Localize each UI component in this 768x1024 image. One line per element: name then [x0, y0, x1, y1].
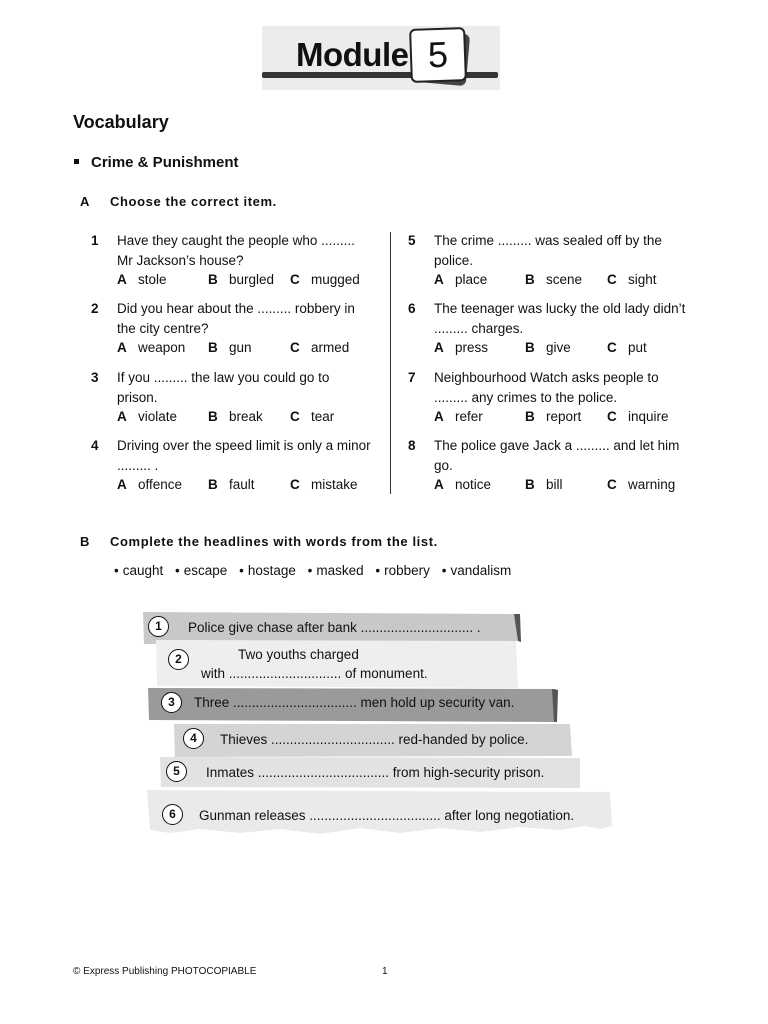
option-a[interactable]: A place	[434, 272, 488, 287]
question-number: 4	[91, 438, 99, 453]
word-list: • caught • escape • hostage • masked • robbery • vandalism	[114, 563, 512, 578]
headline-text: Police give chase after bank .............................. .	[188, 620, 481, 635]
question-text-line1: Neighbourhood Watch asks people to	[434, 370, 659, 385]
headline-number: 5	[166, 761, 187, 782]
option-b[interactable]: B bill	[525, 477, 563, 492]
option-c[interactable]: C sight	[607, 272, 657, 287]
question-text-line2: Mr Jackson’s house?	[117, 252, 244, 268]
word-item: caught	[122, 563, 164, 578]
module-number-badge: 5	[409, 27, 467, 83]
question-text-line2: ......... any crimes to the police.	[434, 389, 618, 405]
headline-text: Gunman releases ................................... after long negotiation.	[199, 808, 575, 823]
headline-number: 6	[162, 804, 183, 825]
module-title: Module	[296, 36, 409, 73]
word-item: escape	[183, 563, 228, 578]
option-b[interactable]: B give	[525, 340, 571, 355]
question-text-line2: police.	[434, 252, 474, 268]
question-number: 7	[408, 370, 416, 385]
headline-text: Three ................................. men hold up security van.	[194, 695, 515, 710]
question-text-line2: go.	[434, 457, 453, 473]
question-text-line2: ......... .	[117, 457, 159, 473]
question-number: 5	[408, 233, 416, 248]
option-a[interactable]: A notice	[434, 477, 492, 492]
headline-text: Thieves ................................. red-handed by police.	[220, 732, 529, 747]
footer-copyright: © Express Publishing PHOTOCOPIABLE	[73, 966, 257, 977]
option-c[interactable]: C mugged	[290, 272, 360, 287]
exercise-b-instruction: Complete the headlines with words from the list.	[110, 534, 438, 549]
option-a[interactable]: A stole	[117, 272, 167, 287]
headline-number: 4	[183, 728, 204, 749]
option-c[interactable]: C warning	[607, 477, 676, 492]
option-c[interactable]: C armed	[290, 340, 350, 355]
option-b[interactable]: B gun	[208, 340, 252, 355]
option-a[interactable]: A weapon	[117, 340, 186, 355]
exercise-a-letter: A	[80, 194, 90, 209]
exercise-a-instruction: Choose the correct item.	[110, 194, 277, 209]
question-text-line2: the city centre?	[117, 320, 209, 336]
question-text-line2: ......... charges.	[434, 320, 524, 336]
question-number: 1	[91, 233, 99, 248]
headline-text: Inmates ................................... from high-security prison.	[206, 765, 545, 780]
question-text-line1: If you ......... the law you could go to	[117, 370, 330, 385]
headline-number: 1	[148, 616, 169, 637]
question-text-line2: prison.	[117, 389, 158, 405]
option-b[interactable]: B fault	[208, 477, 255, 492]
option-c[interactable]: C put	[607, 340, 647, 355]
option-a[interactable]: A offence	[117, 477, 183, 492]
option-a[interactable]: A violate	[117, 409, 178, 424]
option-c[interactable]: C tear	[290, 409, 335, 424]
question-text-line1: The teenager was lucky the old lady didn’t	[434, 301, 686, 316]
headline-number: 2	[168, 649, 189, 670]
section-title: Vocabulary	[73, 112, 169, 132]
question-text-line1: The crime ......... was sealed off by the	[434, 233, 662, 248]
question-number: 3	[91, 370, 99, 385]
word-item: vandalism	[450, 563, 512, 578]
option-b[interactable]: B scene	[525, 272, 583, 287]
question-number: 2	[91, 301, 99, 316]
question-text-line1: The police gave Jack a ......... and let him	[434, 438, 680, 453]
word-item: robbery	[384, 563, 430, 578]
question-number: 6	[408, 301, 416, 316]
topic-label: Crime & Punishment	[91, 154, 239, 171]
option-b[interactable]: B burgled	[208, 272, 275, 287]
option-c[interactable]: C inquire	[607, 409, 669, 424]
question-text-line1: Driving over the speed limit is only a minor	[117, 438, 371, 453]
page-number: 1	[382, 966, 388, 977]
option-b[interactable]: B break	[208, 409, 263, 424]
option-c[interactable]: C mistake	[290, 477, 358, 492]
word-item: hostage	[247, 563, 296, 578]
question-number: 8	[408, 438, 416, 453]
exercise-b-letter: B	[80, 534, 90, 549]
word-item: masked	[316, 563, 364, 578]
option-a[interactable]: A refer	[434, 409, 483, 424]
question-text-line1: Did you hear about the ......... robbery in	[117, 301, 355, 316]
headline-number: 3	[161, 692, 182, 713]
headline-text-line2: with .............................. of monument.	[201, 666, 428, 681]
option-b[interactable]: B report	[525, 409, 582, 424]
question-text-line1: Have they caught the people who .........	[117, 233, 355, 248]
headline-text-line1: Two youths charged	[238, 647, 359, 662]
option-a[interactable]: A press	[434, 340, 489, 355]
